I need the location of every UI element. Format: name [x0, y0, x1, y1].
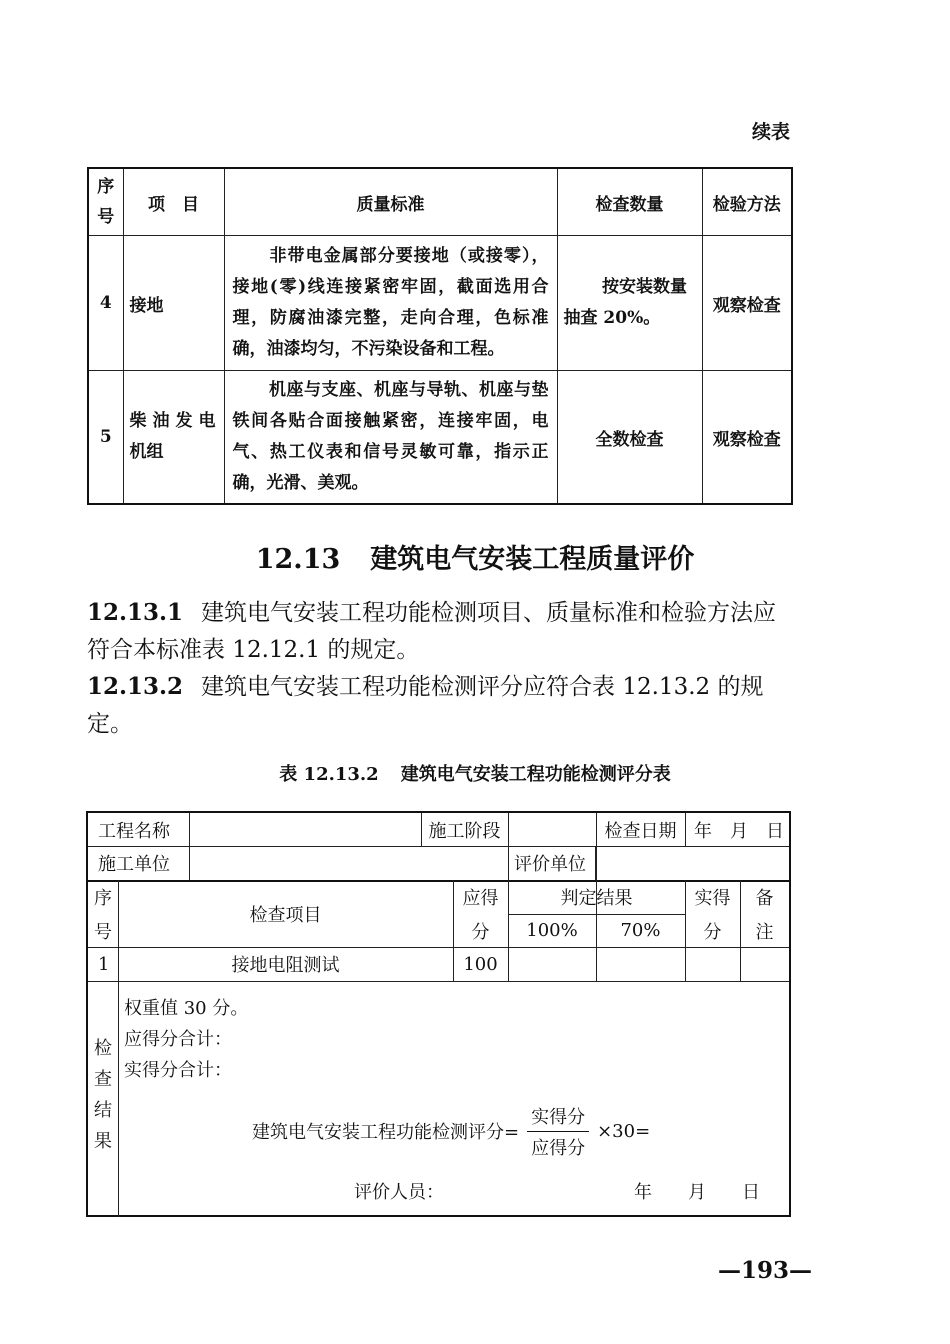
check-date-value: 年 月 日 — [694, 820, 784, 842]
row-quality — [224, 371, 557, 505]
row-item-line2: 机组 — [129, 442, 164, 462]
stage-label: 施工阶段 — [428, 820, 501, 842]
row-quantity-line1: 按安装数量 — [602, 277, 687, 297]
row-method: 观察检查 — [702, 236, 792, 371]
formula-fraction — [527, 1103, 589, 1160]
item-seq: 1 — [98, 953, 110, 975]
table2-number: 表 12.13.2 — [279, 764, 379, 785]
table-row — [88, 371, 792, 505]
clause-text: 建筑电气安装工程功能检测评分应符合表 12.13.2 的规定。 — [87, 674, 764, 737]
clause-text: 建筑电气安装工程功能检测项目、质量标准和检验方法应符合本标准表 12.12.1 的规定。 — [87, 600, 777, 663]
rule — [595, 846, 596, 880]
header-seq-1: 序 — [97, 177, 115, 197]
clause-number: 12.13.1 — [87, 599, 184, 626]
header-quantity: 检查数量 — [557, 168, 702, 236]
evaluator-unit-label: 评价单位 — [514, 854, 586, 875]
item-name: 接地电阻测试 — [231, 955, 340, 976]
due-score-label-2: 分 — [471, 921, 490, 943]
remark-label-1: 备 — [755, 888, 774, 909]
result-label-char: 查 — [94, 1069, 112, 1090]
row-quality-text: 机座与支座、机座与导轨、机座与垫铁间各贴合面接触紧密，连接牢固，电气、热工仪表和信号灵敏可靠，指示正确，光滑、美观。 — [232, 380, 549, 493]
result-label — [88, 1033, 118, 1157]
rule — [685, 813, 686, 846]
clause-12-13-2 — [87, 668, 792, 743]
page-number: —193— — [718, 1257, 813, 1284]
row-seq: 4 — [88, 236, 123, 371]
result-label-char: 果 — [94, 1131, 112, 1152]
row-item — [123, 371, 224, 505]
row-quantity — [557, 236, 702, 371]
inspection-table — [87, 167, 793, 505]
row-quantity: 全数检查 — [557, 371, 702, 505]
continued-label: 续表 — [752, 121, 791, 143]
score-table — [86, 811, 791, 1217]
row-item: 接地 — [123, 236, 224, 371]
formula-suffix: ×30= — [597, 1120, 651, 1142]
contractor-label: 施工单位 — [98, 854, 170, 875]
pct-100-label: 100% — [526, 920, 578, 941]
clause-number: 12.13.2 — [87, 673, 184, 700]
formula-prefix: 建筑电气安装工程功能检测评分= — [252, 1122, 520, 1143]
item-due-score: 100 — [463, 953, 498, 975]
judgement-label: 判定结果 — [560, 888, 633, 909]
row-method: 观察检查 — [702, 371, 792, 505]
section-title: 建筑电气安装工程质量评价 — [370, 544, 695, 575]
weight-line: 权重值 30 分。 — [124, 998, 249, 1019]
due-total-line: 应得分合计： — [124, 1029, 232, 1050]
header-quality: 质量标准 — [224, 168, 557, 236]
check-item-label: 检查项目 — [249, 904, 322, 926]
actual-score-label-2: 分 — [703, 921, 722, 943]
evaluator-label: 评价人员： — [354, 1182, 444, 1203]
section-heading — [0, 537, 950, 576]
table-row — [88, 236, 792, 371]
table2-title: 建筑电气安装工程功能检测评分表 — [400, 764, 671, 785]
sign-date: 年 月 日 — [634, 1182, 760, 1203]
project-name-label: 工程名称 — [98, 820, 170, 842]
due-score-label-1: 应得 — [462, 888, 499, 909]
formula-numerator: 实得分 — [527, 1103, 589, 1132]
remark-label-2: 注 — [755, 921, 774, 943]
rule — [88, 981, 789, 982]
header-item: 项 目 — [123, 168, 224, 236]
clause-12-13-1 — [87, 594, 792, 669]
section-number: 12.13 — [255, 544, 341, 575]
result-label-char: 检 — [94, 1038, 112, 1059]
score-formula — [252, 1103, 650, 1159]
pct-70-label: 70% — [620, 920, 661, 941]
header-seq — [88, 168, 123, 236]
table1-header-row — [88, 168, 792, 236]
row-quantity-line2: 抽查 20%。 — [563, 308, 661, 328]
seq-label-2: 号 — [94, 921, 112, 943]
header-seq-2: 号 — [97, 207, 115, 227]
seq-label-1: 序 — [94, 888, 112, 909]
row-item-line1: 柴油发电 — [129, 411, 222, 431]
row-quality — [224, 236, 557, 371]
actual-total-line: 实得分合计： — [124, 1060, 232, 1081]
row-seq: 5 — [88, 371, 123, 505]
check-date-label: 检查日期 — [604, 820, 677, 842]
header-method: 检验方法 — [702, 168, 792, 236]
rule — [189, 813, 190, 880]
actual-score-label-1: 实得 — [694, 888, 731, 909]
table2-caption — [0, 760, 950, 786]
formula-denominator: 应得分 — [531, 1137, 586, 1159]
row-quality-text: 非带电金属部分要接地（或接零），接地(零)线连接紧密牢固，截面选用合理，防腐油漆完整，走向合理，色标准确，油漆均匀，不污染设备和工程。 — [232, 246, 549, 359]
rule — [88, 846, 789, 847]
result-label-char: 结 — [94, 1100, 112, 1121]
